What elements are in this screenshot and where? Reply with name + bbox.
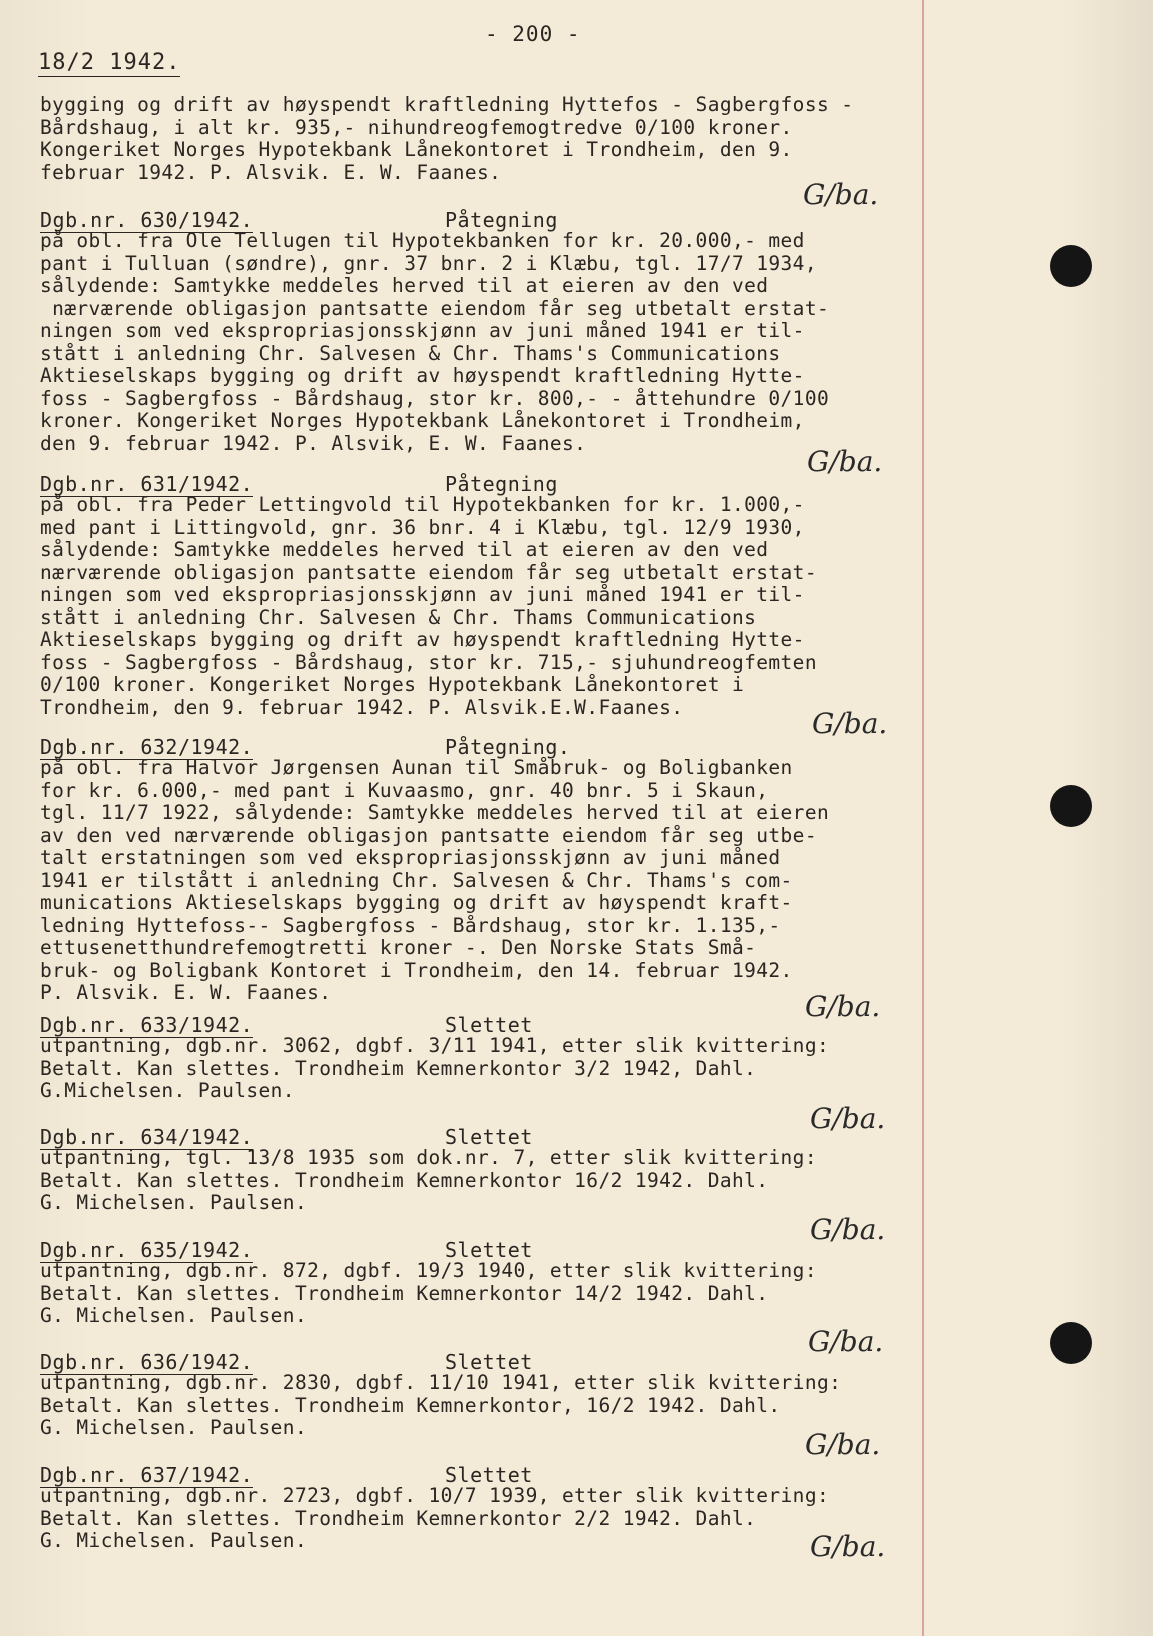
text-line: på obl. fra Ole Tellugen til Hypotekbanken for kr. 20.000,- med	[40, 229, 805, 252]
text-line: G. Michelsen. Paulsen.	[40, 1191, 308, 1214]
entry-type: Påtegning	[445, 208, 558, 232]
entry-body	[40, 494, 940, 719]
entry-type: Slettet	[445, 1125, 533, 1149]
text-line: ettusenetthundrefemogtretti kroner -. Den Norske Stats Små-	[40, 936, 757, 959]
text-line: G. Michelsen. Paulsen.	[40, 1529, 308, 1552]
ledger-entry	[40, 1013, 940, 1103]
entry-header	[40, 208, 940, 232]
text-line: foss - Sagbergfoss - Bårdshaug, stor kr. 800,- - åttehundre 0/100	[40, 386, 830, 410]
text-line: sålydende: Samtykke meddeles herved til at eieren av den ved	[40, 538, 769, 561]
text-line: talt erstatningen som ved ekspropriasjonsskjønn av juni måned	[40, 846, 781, 869]
text-line: ningen som ved ekspropriasjonsskjønn av juni måned 1941 er til-	[40, 583, 805, 606]
text-line: foss - Sagbergfoss - Bårdshaug, stor kr. 715,- sjuhundreogfemten	[40, 650, 817, 674]
entry-body	[40, 230, 940, 455]
punch-hole	[1050, 1322, 1092, 1364]
text-line: for kr. 6.000,- med pant i Kuvaasmo, gnr. 40 bnr. 5 i Skaun,	[40, 778, 769, 802]
text-line: ledning Hyttefoss-- Sagbergfoss - Bårdshaug, stor kr. 1.135,-	[40, 913, 781, 937]
text-line: Betalt. Kan slettes. Trondheim Kemnerkontor 2/2 1942. Dahl.	[40, 1506, 757, 1530]
text-line: Aktieselskaps bygging og drift av høyspendt kraftledning Hytte-	[40, 364, 805, 387]
entry-number: Dgb.nr. 634/1942.	[40, 1125, 254, 1149]
text-line: pant i Tulluan (søndre), gnr. 37 bnr. 2 i Klæbu, tgl. 17/7 1934,	[40, 251, 817, 275]
entry-type: Slettet	[445, 1463, 533, 1487]
page-number: - 200 -	[485, 22, 581, 46]
text-line: 1941 er tilstått i anledning Chr. Salvesen & Chr. Thams's com-	[40, 868, 793, 892]
ledger-entry	[40, 735, 940, 1005]
entry-body	[40, 1147, 940, 1215]
entry-header	[40, 1463, 940, 1487]
text-line: G. Michelsen. Paulsen.	[40, 1416, 308, 1439]
handwritten-initials: G/ba.	[808, 1325, 884, 1358]
entry-number: Dgb.nr. 632/1942.	[40, 735, 254, 759]
text-line: Kongeriket Norges Hypotekbank Lånekontoret i Trondheim, den 9.	[40, 138, 793, 161]
text-line: med pant i Littingvold, gnr. 36 bnr. 4 i Klæbu, tgl. 12/9 1930,	[40, 515, 805, 539]
handwritten-initials: G/ba.	[807, 445, 883, 478]
entry-number: Dgb.nr. 635/1942.	[40, 1238, 254, 1262]
text-line: den 9. februar 1942. P. Alsvik, E. W. Faanes.	[40, 431, 587, 455]
text-line: på obl. fra Peder Lettingvold til Hypotekbanken for kr. 1.000,-	[40, 493, 805, 516]
handwritten-initials: G/ba.	[810, 1530, 886, 1563]
punch-hole	[1050, 785, 1092, 827]
entry-number: Dgb.nr. 630/1942.	[40, 208, 254, 232]
entry-header	[40, 1125, 940, 1149]
handwritten-initials: G/ba.	[805, 1428, 881, 1461]
text-line: G.Michelsen. Paulsen.	[40, 1079, 295, 1102]
text-line: Betalt. Kan slettes. Trondheim Kemnerkontor 16/2 1942. Dahl.	[40, 1168, 769, 1192]
text-line: stått i anledning Chr. Salvesen & Chr. Thams Communications	[40, 605, 757, 629]
entry-body	[40, 1035, 940, 1103]
entry-body	[40, 757, 940, 1005]
text-line: 0/100 kroner. Kongeriket Norges Hypotekbank Lånekontoret i	[40, 673, 745, 696]
ledger-entry	[40, 208, 940, 455]
text-line: sålydende: Samtykke meddeles herved til at eieren av den ved	[40, 274, 769, 297]
entry-type: Påtegning	[445, 472, 558, 496]
text-line: utpantning, dgb.nr. 872, dgbf. 19/3 1940, etter slik kvittering:	[40, 1259, 817, 1282]
entry-body	[40, 1485, 940, 1553]
ledger-entry	[40, 1238, 940, 1328]
text-line: tgl. 11/7 1922, sålydende: Samtykke meddeles herved til at eieren	[40, 801, 830, 824]
ledger-entry	[40, 472, 940, 719]
entry-number: Dgb.nr. 637/1942.	[40, 1463, 254, 1487]
text-line: Betalt. Kan slettes. Trondheim Kemnerkontor 14/2 1942. Dahl.	[40, 1281, 769, 1305]
text-line: av den ved nærværende obligasjon pantsatte eiendom får seg utbe-	[40, 823, 817, 847]
entry-type: Slettet	[445, 1350, 533, 1374]
text-line: utpantning, dgb.nr. 2723, dgbf. 10/7 1939, etter slik kvittering:	[40, 1484, 830, 1507]
text-line: munications Aktieselskaps bygging og drift av høyspendt kraft-	[40, 891, 793, 914]
entry-header	[40, 472, 940, 496]
text-line: bygging og drift av høyspendt kraftledning Hyttefos - Sagbergfoss -	[40, 93, 854, 116]
handwritten-initials: G/ba.	[812, 707, 888, 740]
text-line: bruk- og Boligbank Kontoret i Trondheim, den 14. februar 1942.	[40, 958, 793, 982]
text-line: nærværende obligasjon pantsatte eiendom får seg utbetalt erstat-	[40, 560, 817, 584]
text-line: P. Alsvik. E. W. Faanes.	[40, 981, 332, 1004]
text-line: Aktieselskaps bygging og drift av høyspendt kraftledning Hytte-	[40, 628, 805, 651]
entry-header	[40, 735, 940, 759]
text-line: februar 1942. P. Alsvik. E. W. Faanes.	[40, 160, 502, 184]
handwritten-initials: G/ba.	[810, 1213, 886, 1246]
handwritten-initials: G/ba.	[810, 1102, 886, 1135]
entry-header	[40, 1350, 940, 1374]
handwritten-initials: G/ba.	[803, 178, 879, 211]
text-line: G. Michelsen. Paulsen.	[40, 1304, 308, 1327]
text-line: kroner. Kongeriket Norges Hypotekbank Lånekontoret i Trondheim,	[40, 409, 805, 432]
text-line: nærværende obligasjon pantsatte eiendom får seg utbetalt erstat-	[40, 296, 830, 320]
text-line: Betalt. Kan slettes. Trondheim Kemnerkontor 3/2 1942, Dahl.	[40, 1056, 757, 1080]
entry-date: 18/2 1942.	[38, 50, 181, 75]
entry-number: Dgb.nr. 633/1942.	[40, 1013, 254, 1037]
text-line: utpantning, tgl. 13/8 1935 som dok.nr. 7, etter slik kvittering:	[40, 1146, 817, 1169]
handwritten-initials: G/ba.	[805, 990, 881, 1023]
text-line: på obl. fra Halvor Jørgensen Aunan til Småbruk- og Boligbanken	[40, 756, 793, 779]
continued-text	[40, 94, 853, 184]
ledger-entry	[40, 1463, 940, 1553]
ledger-entry	[40, 1125, 940, 1215]
text-line: stått i anledning Chr. Salvesen & Chr. Thams's Communications	[40, 341, 781, 365]
entry-body	[40, 1260, 940, 1328]
punch-hole	[1050, 245, 1092, 287]
entry-number: Dgb.nr. 636/1942.	[40, 1350, 254, 1374]
text-line: Trondheim, den 9. februar 1942. P. Alsvik.E.W.Faanes.	[40, 695, 684, 719]
entry-number: Dgb.nr. 631/1942.	[40, 472, 254, 496]
entry-type: Påtegning.	[445, 735, 571, 759]
text-line: ningen som ved ekspropriasjonsskjønn av juni måned 1941 er til-	[40, 319, 805, 342]
entry-header	[40, 1238, 940, 1262]
text-line: Betalt. Kan slettes. Trondheim Kemnerkontor, 16/2 1942. Dahl.	[40, 1393, 781, 1417]
entry-type: Slettet	[445, 1238, 533, 1262]
ledger-entry	[40, 1350, 940, 1440]
text-line: Bårdshaug, i alt kr. 935,- nihundreogfemogtredve 0/100 kroner.	[40, 115, 793, 139]
entry-type: Slettet	[445, 1013, 533, 1037]
text-line: utpantning, dgb.nr. 2830, dgbf. 11/10 1941, etter slik kvittering:	[40, 1371, 842, 1394]
text-line: utpantning, dgb.nr. 3062, dgbf. 3/11 1941, etter slik kvittering:	[40, 1034, 830, 1057]
